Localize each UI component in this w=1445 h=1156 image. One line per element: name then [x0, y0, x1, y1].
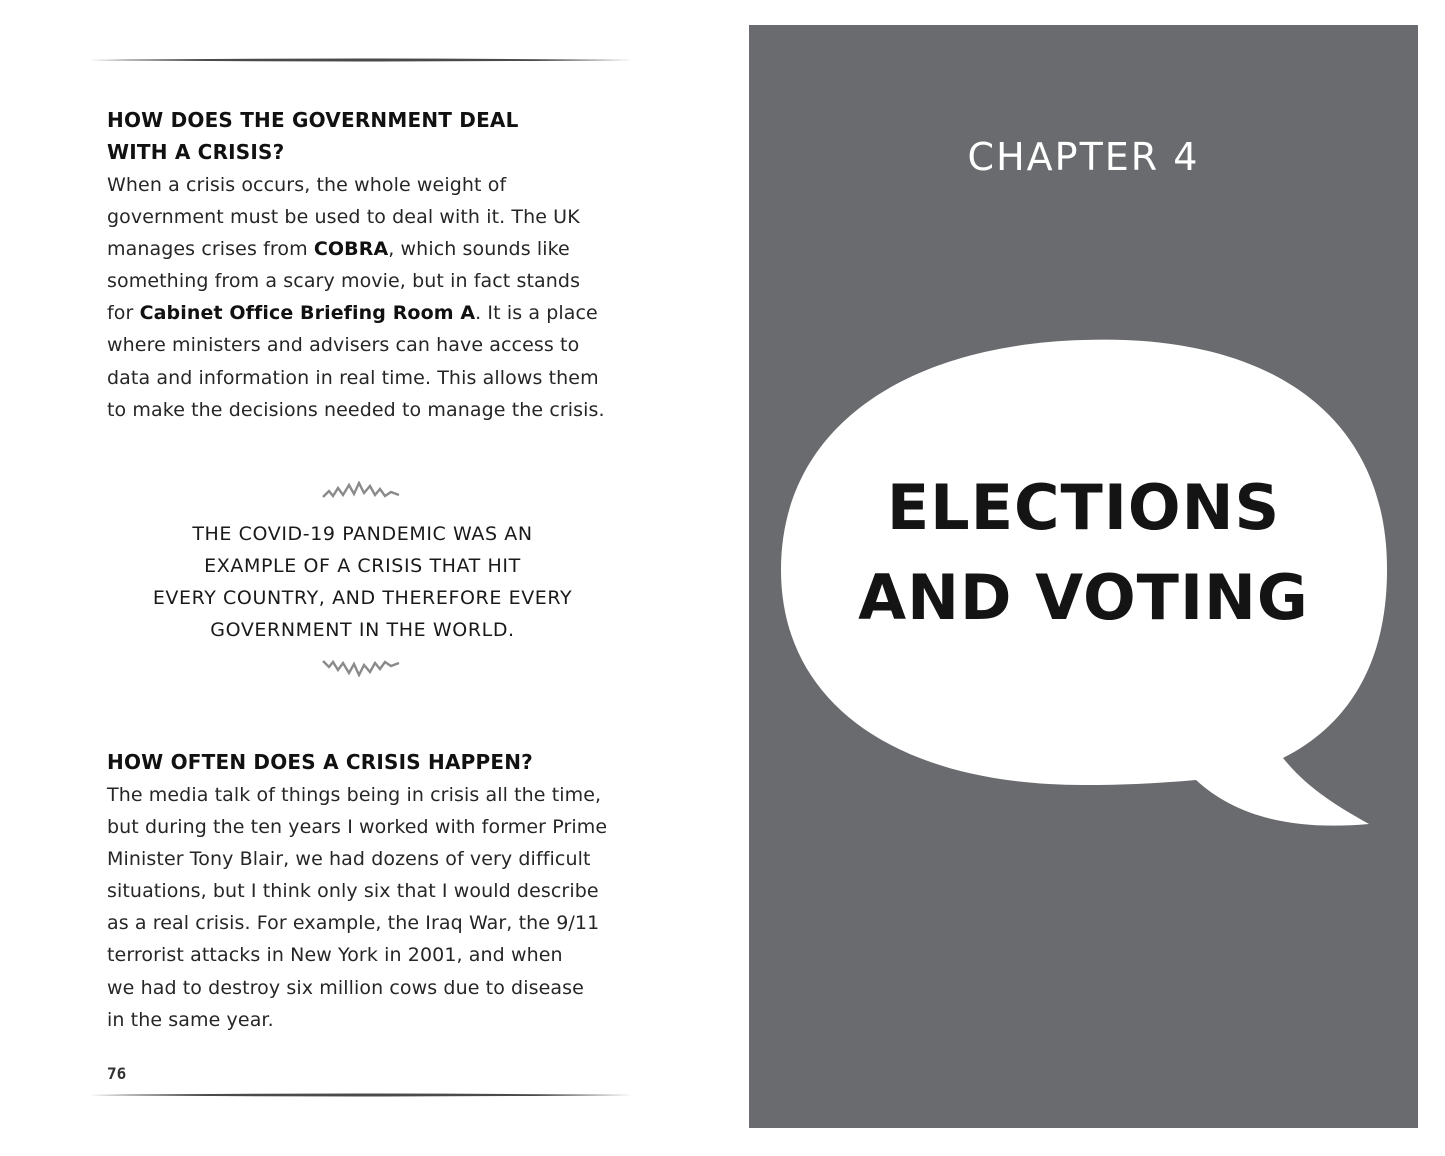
text-line: where ministers and advisers can have access to — [107, 334, 580, 357]
paragraph-crisis-frequency — [107, 779, 607, 1036]
page-number: 76 — [107, 1064, 127, 1083]
heading-line: WITH A CRISIS? — [107, 140, 285, 164]
text-line: terrorist attacks in New York in 2001, and when — [107, 944, 563, 967]
paragraph-crisis-handling — [107, 169, 605, 426]
callout-quote — [110, 518, 615, 646]
text-line: When a crisis occurs, the whole weight of — [107, 174, 507, 196]
left-page — [0, 0, 720, 1156]
bold-term-cobra: COBRA — [313, 238, 389, 261]
section-heading-crisis-frequency — [107, 746, 533, 778]
callout-line: GOVERNMENT IN THE WORLD. — [210, 619, 515, 641]
text-line — [107, 297, 605, 329]
text-line: but during the ten years I worked with former Prime — [107, 816, 608, 839]
text-line: The media talk of things being in crisis all the time, — [107, 784, 602, 806]
text-line: Minister Tony Blair, we had dozens of very difficult — [107, 848, 591, 871]
text-fragment: . It is a place — [475, 302, 598, 325]
chapter-title-line: AND VOTING — [858, 561, 1309, 634]
zigzag-ornament-icon — [321, 481, 401, 503]
chapter-title-line: ELECTIONS — [886, 471, 1281, 544]
chapter-title-page — [749, 25, 1418, 1128]
text-line: as a real crisis. For example, the Iraq War, the 9/11 — [107, 912, 600, 935]
heading-line: HOW OFTEN DOES A CRISIS HAPPEN? — [107, 750, 533, 774]
top-divider-rule — [90, 56, 632, 64]
section-heading-crisis-handling — [107, 104, 519, 168]
callout-line: THE COVID-19 PANDEMIC WAS AN — [192, 523, 533, 545]
zigzag-ornament-icon — [321, 655, 401, 677]
text-line: government must be used to deal with it. The UK — [107, 206, 580, 229]
text-fragment: for — [107, 302, 140, 325]
text-line: in the same year. — [107, 1008, 274, 1031]
bold-term-cabinet-office: Cabinet Office Briefing Room A — [139, 302, 476, 325]
text-line: to make the decisions needed to manage the crisis. — [107, 398, 605, 421]
text-line — [107, 233, 605, 265]
bottom-divider-rule — [90, 1091, 632, 1099]
text-line: situations, but I think only six that I would describe — [107, 880, 599, 903]
chapter-label: CHAPTER 4 — [967, 135, 1200, 179]
chapter-title — [749, 463, 1418, 643]
heading-line: HOW DOES THE GOVERNMENT DEAL — [107, 108, 519, 132]
text-fragment: , which sounds like — [388, 238, 570, 261]
text-line: something from a scary movie, but in fact stands — [107, 270, 581, 293]
text-fragment: manages crises from — [107, 238, 314, 261]
callout-line: EXAMPLE OF A CRISIS THAT HIT — [204, 555, 521, 577]
callout-line: EVERY COUNTRY, AND THEREFORE EVERY — [152, 587, 573, 609]
text-line: data and information in real time. This allows them — [107, 366, 599, 389]
text-line: we had to destroy six million cows due to disease — [107, 976, 584, 999]
